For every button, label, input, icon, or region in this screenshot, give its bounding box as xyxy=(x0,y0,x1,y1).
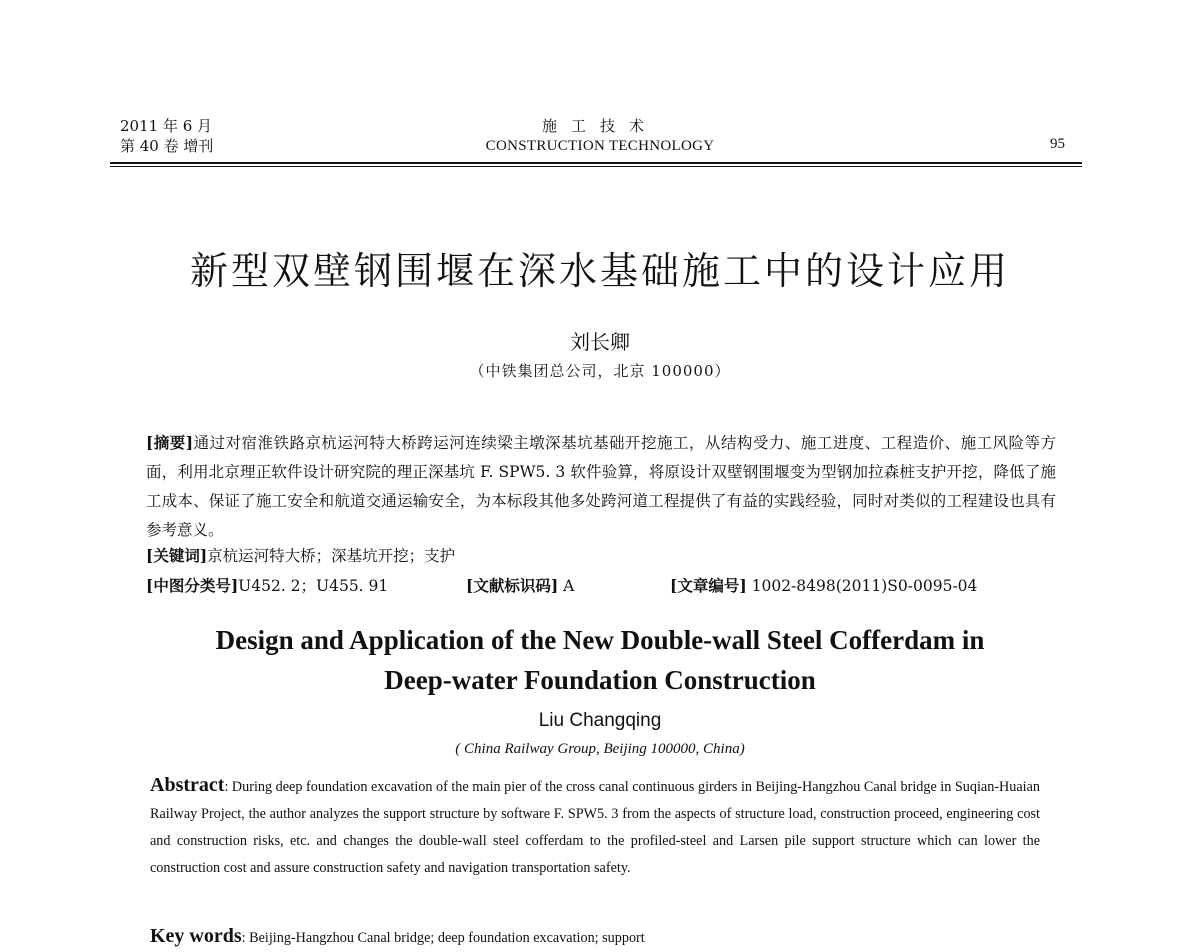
issue-info xyxy=(120,116,213,156)
abstract-label-cn: [摘要] xyxy=(146,433,194,452)
affiliation-cn: （中铁集团总公司，北京 100000） xyxy=(469,362,731,380)
doc-code-value: A xyxy=(563,577,575,595)
paper-title-en-line1: Design and Application of the New Double-wall Steel Cofferdam in xyxy=(215,625,985,655)
abstract-label-en: Abstract xyxy=(150,774,225,796)
affiliation-en: ( China Railway Group, Beijing 100000, China) xyxy=(455,741,745,757)
article-no-label: [文章编号] xyxy=(670,576,747,595)
paper-title-en-line2: Deep-water Foundation Construction xyxy=(384,665,816,695)
doc-code-label: [文献标识码] xyxy=(466,576,559,595)
keywords-en xyxy=(150,924,645,950)
header-rule-thin xyxy=(110,166,1082,167)
doc-code xyxy=(466,574,574,598)
issue-volume: 第 40 卷 增刊 xyxy=(120,137,214,155)
abstract-text-en: : During deep foundation excavation of the main pier of the cross canal continuous girders in Beijing-Hangzhou Canal bridge in Suqian-Huaian Railway Project, the author analyzes the support structure by software F. SPW5. 3 from the aspects of structure load, construction proceed, engineering cost and construction risks, etc. and changes the double-wall steel cofferdam to the profiled-steel and Larsen pile support structure which can lower the construction cost and assure construction safety and navigation transportation safety. xyxy=(150,779,1040,876)
keywords-text-cn: 京杭运河特大桥；深基坑开挖；支护 xyxy=(207,547,456,565)
paper-title-en xyxy=(100,620,1100,700)
keywords-cn xyxy=(146,544,455,568)
page-number: 95 xyxy=(1050,136,1065,152)
journal-name xyxy=(440,116,760,156)
abstract-en xyxy=(150,772,1040,882)
clc-value: U452. 2；U455. 91 xyxy=(238,577,389,595)
abstract-text-cn: 通过对宿淮铁路京杭运河特大桥跨运河连续梁主墩深基坑基础开挖施工，从结构受力、施工进度、工程造价、施工风险等方面，利用北京理正软件设计研究院的理正深基坑 F. SPW5. 3 软件验算，将原设计双壁钢围堰变为型钢加拉森桩支护开挖，降低了施工成本、保证了施工安全和航道交通运输安全，为本标段其他多处跨河道工程提供了有益的实践经验，同时对类似的工程建设也具有参考意义。 xyxy=(146,434,1056,539)
keywords-label-cn: [关键词] xyxy=(146,546,208,565)
clc-code xyxy=(146,574,388,598)
journal-name-en: CONSTRUCTION TECHNOLOGY xyxy=(485,138,715,154)
author-name-en: Liu Changqing xyxy=(538,710,662,731)
keywords-label-en: Key words xyxy=(150,925,242,947)
author-name-cn: 刘长卿 xyxy=(570,330,630,354)
issue-date: 2011 年 6 月 xyxy=(120,117,213,135)
paper-title-cn: 新型双壁钢围堰在深水基础施工中的设计应用 xyxy=(189,249,1010,293)
keywords-text-en: : Beijing-Hangzhou Canal bridge; deep foundation excavation; support xyxy=(241,930,645,946)
clc-label: [中图分类号] xyxy=(146,576,239,595)
article-no-value: 1002-8498(2011)S0-0095-04 xyxy=(751,577,978,595)
header-rule-thick xyxy=(110,162,1082,164)
article-number xyxy=(670,574,977,598)
abstract-cn xyxy=(146,428,1056,545)
journal-name-cn: 施工技术 xyxy=(541,117,658,135)
